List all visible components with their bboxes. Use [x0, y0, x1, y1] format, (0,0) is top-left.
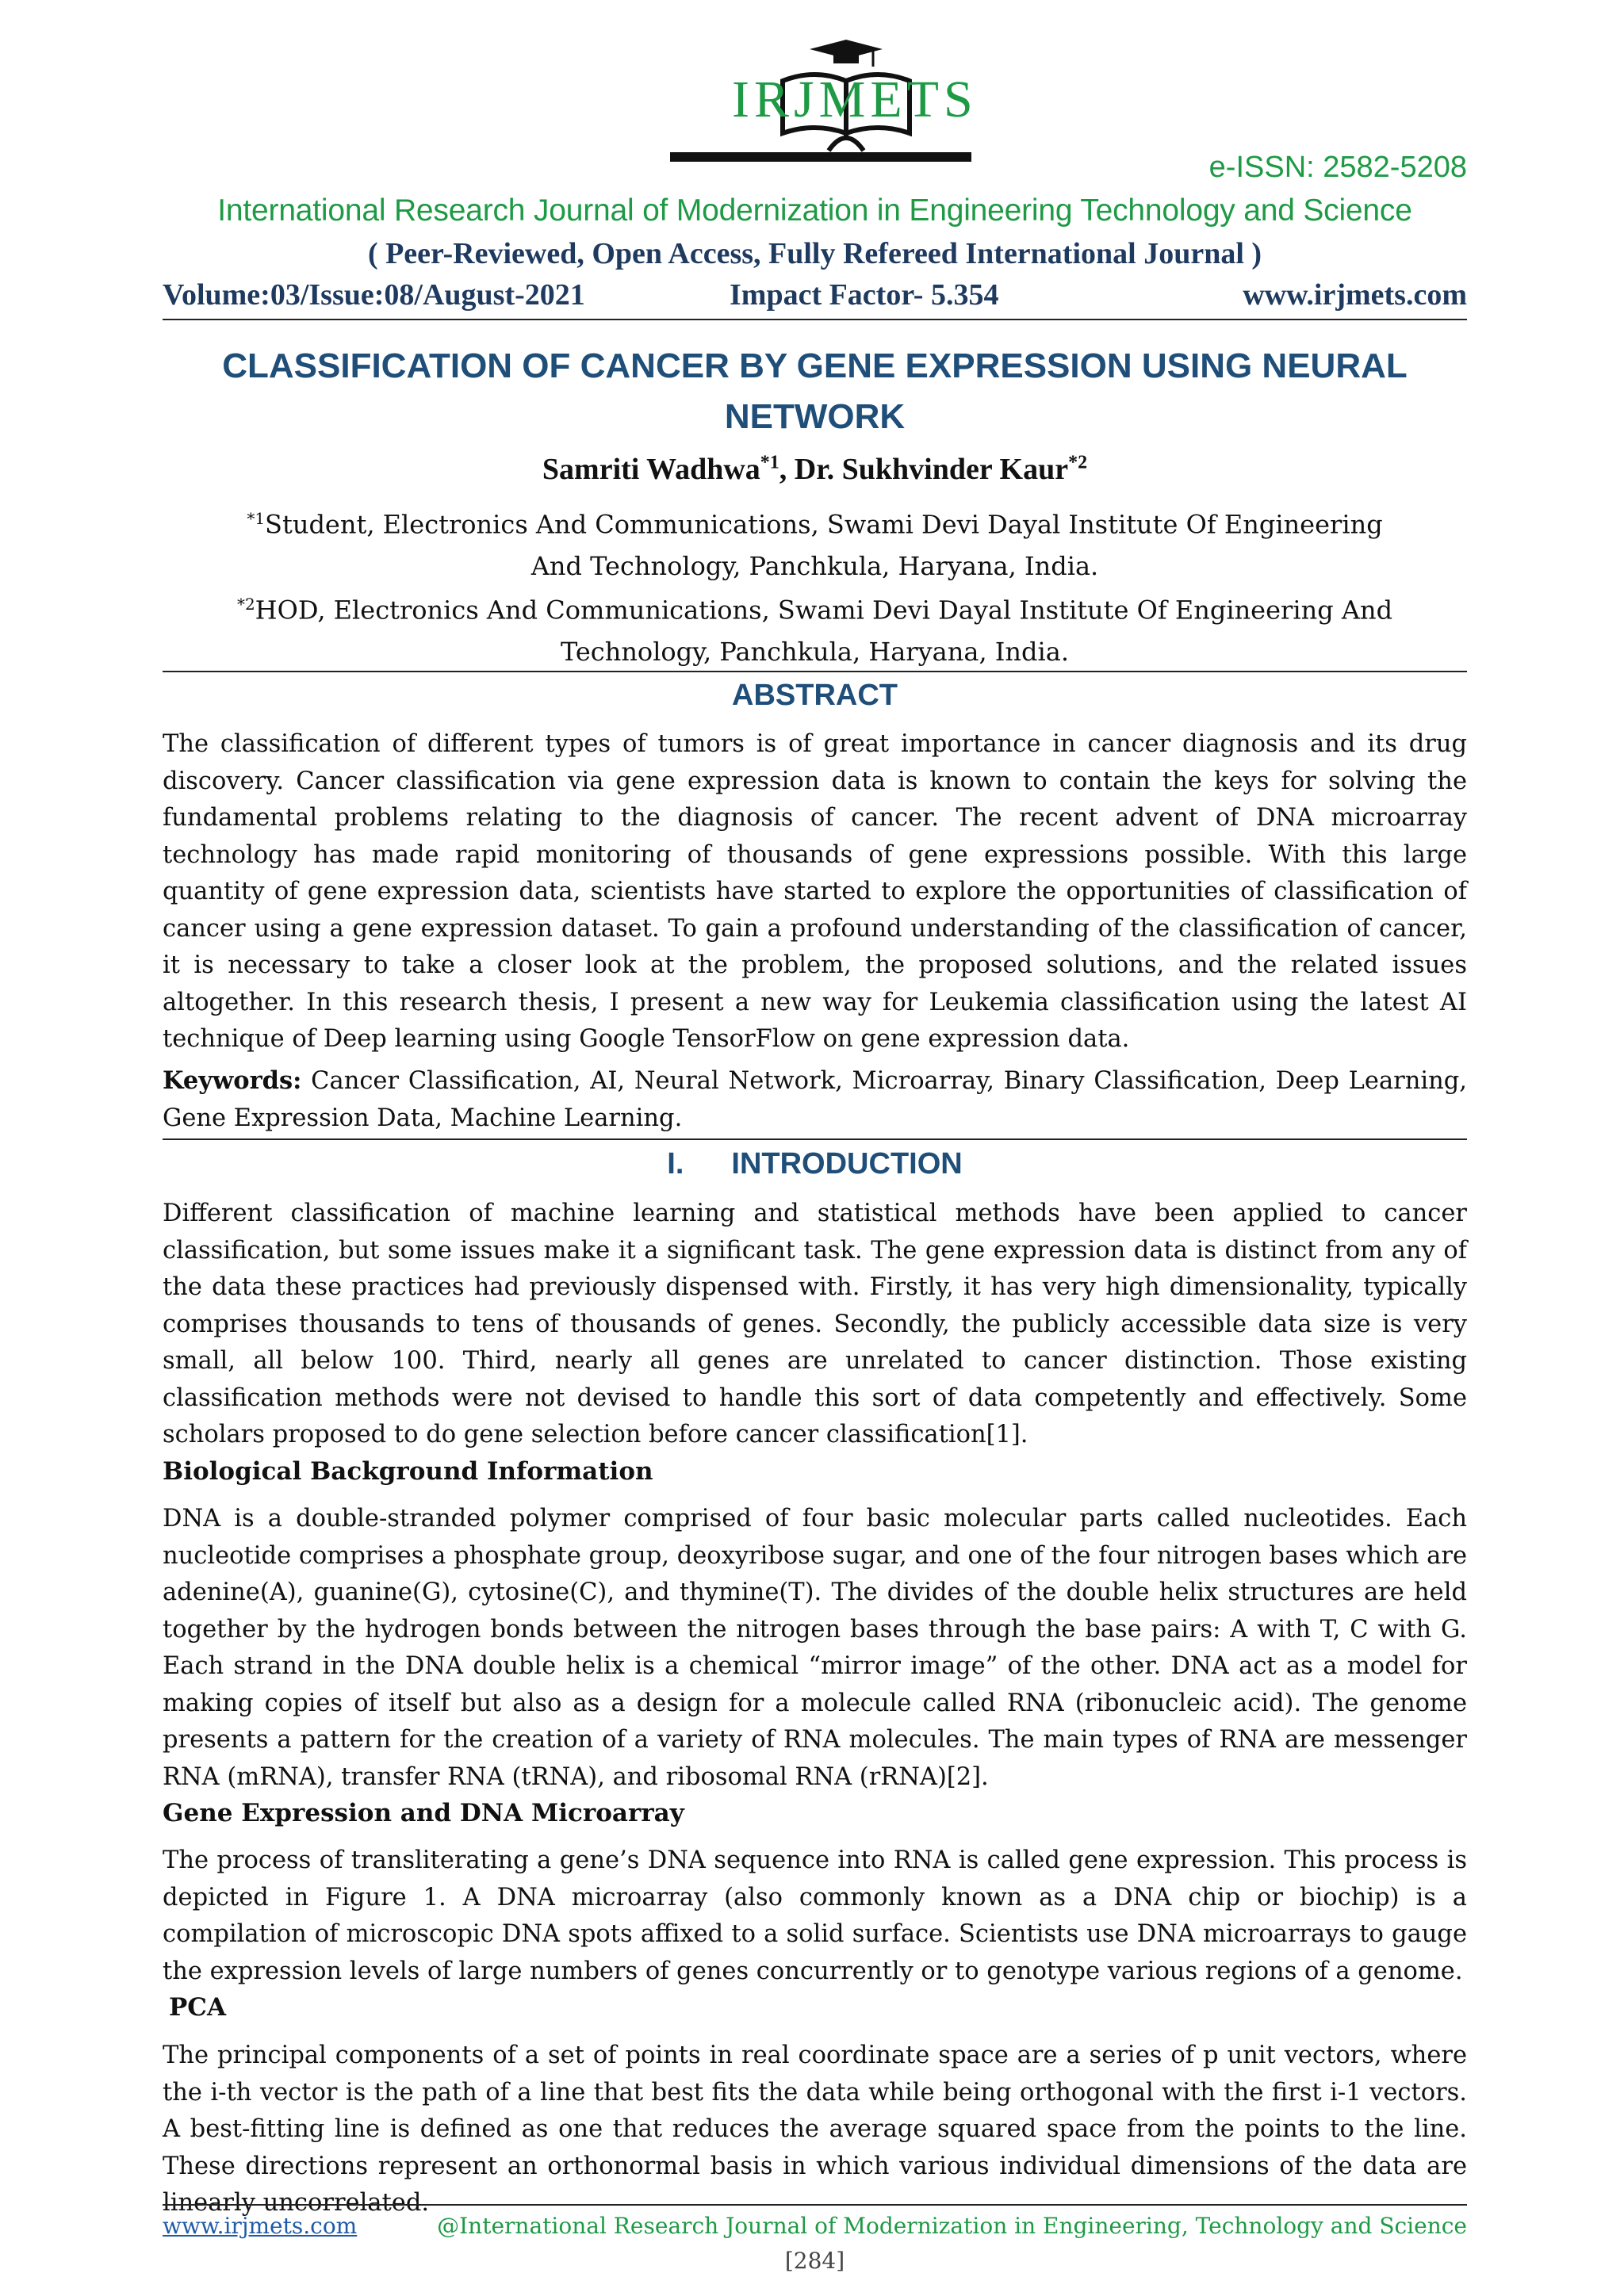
volume-info: Volume:03/Issue:08/August-2021	[163, 278, 585, 312]
affiliation-divider	[163, 671, 1467, 672]
bio-background-text: DNA is a double-stranded polymer comprised of four basic molecular parts called nucleotides. Each nucleotide comprises a phosphate group, deoxyribose sugar, and one of the four nitrogen bases which are adenine(A), guanine(G), cytosine(C), and thymine(T). The divides of the double helix structures are held together by the hydrogen bonds between the nitrogen bases through the base pairs: A with T, C with G. Each strand in the DNA double helix is a chemical “mirror image” of the other. DNA act as a model for making copies of itself but also as a design for a molecule called RNA (ribonucleic acid). The genome presents a pattern for the creation of a variety of RNA molecules. The main types of RNA are messenger RNA (mRNA), transfer RNA (tRNA), and ribosomal RNA (rRNA)[2].	[163, 1505, 1467, 1791]
section-title: INTRODUCTION	[731, 1147, 963, 1181]
authors	[163, 452, 1467, 487]
header-divider	[163, 319, 1467, 320]
author-2: Dr. Sukhvinder Kaur	[794, 453, 1069, 486]
abstract-divider	[163, 1138, 1467, 1140]
pca-heading: PCA	[169, 1993, 227, 2022]
paper-title	[163, 341, 1467, 442]
issn: e-ISSN: 2582-5208	[1208, 151, 1467, 184]
affiliation-2-text: HOD, Electronics And Communications, Swami Devi Dayal Institute Of Engineering And Technology, Panchkula, Haryana, India.	[255, 595, 1393, 667]
intro-text: Different classification of machine learning and statistical methods have been applied to cancer classification, but some issues make it a significant task. The gene expression data is distinct from any of the data these practices had previously dispensed with. Firstly, it has very high dimensionality, typically comprises thousands to tens of thousands of genes. Secondly, the publicly accessible data size is very small, all below 100. Third, nearly all genes are unrelated to cancer distinction. Those existing classification methods were not devised to handle this sort of data competently and effectively. Some scholars proposed to do gene selection before cancer classification[1].	[163, 1200, 1467, 1448]
peer-reviewed-note: ( Peer-Reviewed, Open Access, Fully Refereed International Journal )	[367, 237, 1262, 270]
affiliation-1-text: Student, Electronics And Communications, Swami Devi Dayal Institute Of Engineering And Technology, Panchkula, Haryana, India.	[265, 509, 1383, 581]
affiliation-1-mark: *1	[247, 509, 266, 528]
section-number: I.	[667, 1147, 684, 1181]
bio-background-heading: Biological Background Information	[163, 1457, 653, 1486]
title-line-1: CLASSIFICATION OF CANCER BY GENE EXPRESSION USING NEURAL	[222, 346, 1408, 385]
keywords	[163, 1062, 1467, 1137]
volume-row	[163, 277, 1467, 317]
logo-text: IRJMETS	[732, 71, 978, 128]
keywords-label: Keywords:	[163, 1066, 302, 1095]
abstract-text: The classification of different types of tumors is of great importance in cancer diagnosis and its drug discovery. Cancer classification via gene expression data is known to contain the keys for solving the fundamental problems relating to the diagnosis of cancer. The recent advent of DNA microarray technology has made rapid monitoring of thousands of gene expressions possible. With this large quantity of gene expression data, scientists have started to explore the opportunities of classification of cancer using a gene expression dataset. To gain a profound understanding of the classification of cancer, it is necessary to take a closer look at the problem, the proposed solutions, and the related issues altogether. In this research thesis, I present a new way for Leukemia classification using the latest AI technique of Deep learning using Google TensorFlow on gene expression data.	[163, 730, 1467, 1053]
author-1-mark: *1	[760, 452, 779, 473]
affiliation-1	[163, 498, 1467, 587]
header-website: www.irjmets.com	[1243, 278, 1467, 312]
author-2-mark: *2	[1068, 452, 1088, 473]
keywords-text: Cancer Classification, AI, Neural Network, Microarray, Binary Classification, Deep Learning, Gene Expression Data, Machine Learning.	[163, 1067, 1467, 1132]
journal-name: International Research Journal of Modernization in Engineering Technology and Science	[217, 193, 1412, 228]
page-number: [284]	[784, 2248, 845, 2274]
footer-divider	[163, 2204, 1467, 2206]
impact-factor: Impact Factor- 5.354	[730, 278, 999, 312]
title-line-2: NETWORK	[724, 397, 906, 436]
gene-expression-heading: Gene Expression and DNA Microarray	[163, 1799, 684, 1827]
affiliation-2-mark: *2	[236, 595, 255, 614]
journal-logo	[670, 32, 978, 166]
gene-expression-text: The process of transliterating a gene’s DNA sequence into RNA is called gene expression. This process is depicted in Figure 1. A DNA microarray (also commonly known as a DNA chip or biochip) is a compilation of microscopic DNA spots affixed to a solid surface. Scientists use DNA microarrays to gauge the expression levels of large numbers of genes concurrently or to genotype various regions of a genome.	[163, 1846, 1467, 1985]
footer-website-link[interactable]: www.irjmets.com	[163, 2213, 358, 2239]
pca-text: The principal components of a set of points in real coordinate space are a series of p unit vectors, where the i-th vector is the path of a line that best fits the data while being orthogonal with the first i-1 vectors. A best-fitting line is defined as one that reduces the average squared space from the points to the line. These directions represent an orthonormal basis in which various individual dimensions of the data are linearly uncorrelated.	[163, 2042, 1467, 2217]
author-separator: ,	[779, 453, 795, 486]
introduction-heading	[163, 1147, 1467, 1181]
affiliation-2	[163, 584, 1467, 672]
abstract-heading: ABSTRACT	[732, 679, 898, 712]
author-1: Samriti Wadhwa	[542, 453, 760, 486]
footer-journal: @International Research Journal of Modernization in Engineering, Technology and Science	[437, 2213, 1467, 2239]
